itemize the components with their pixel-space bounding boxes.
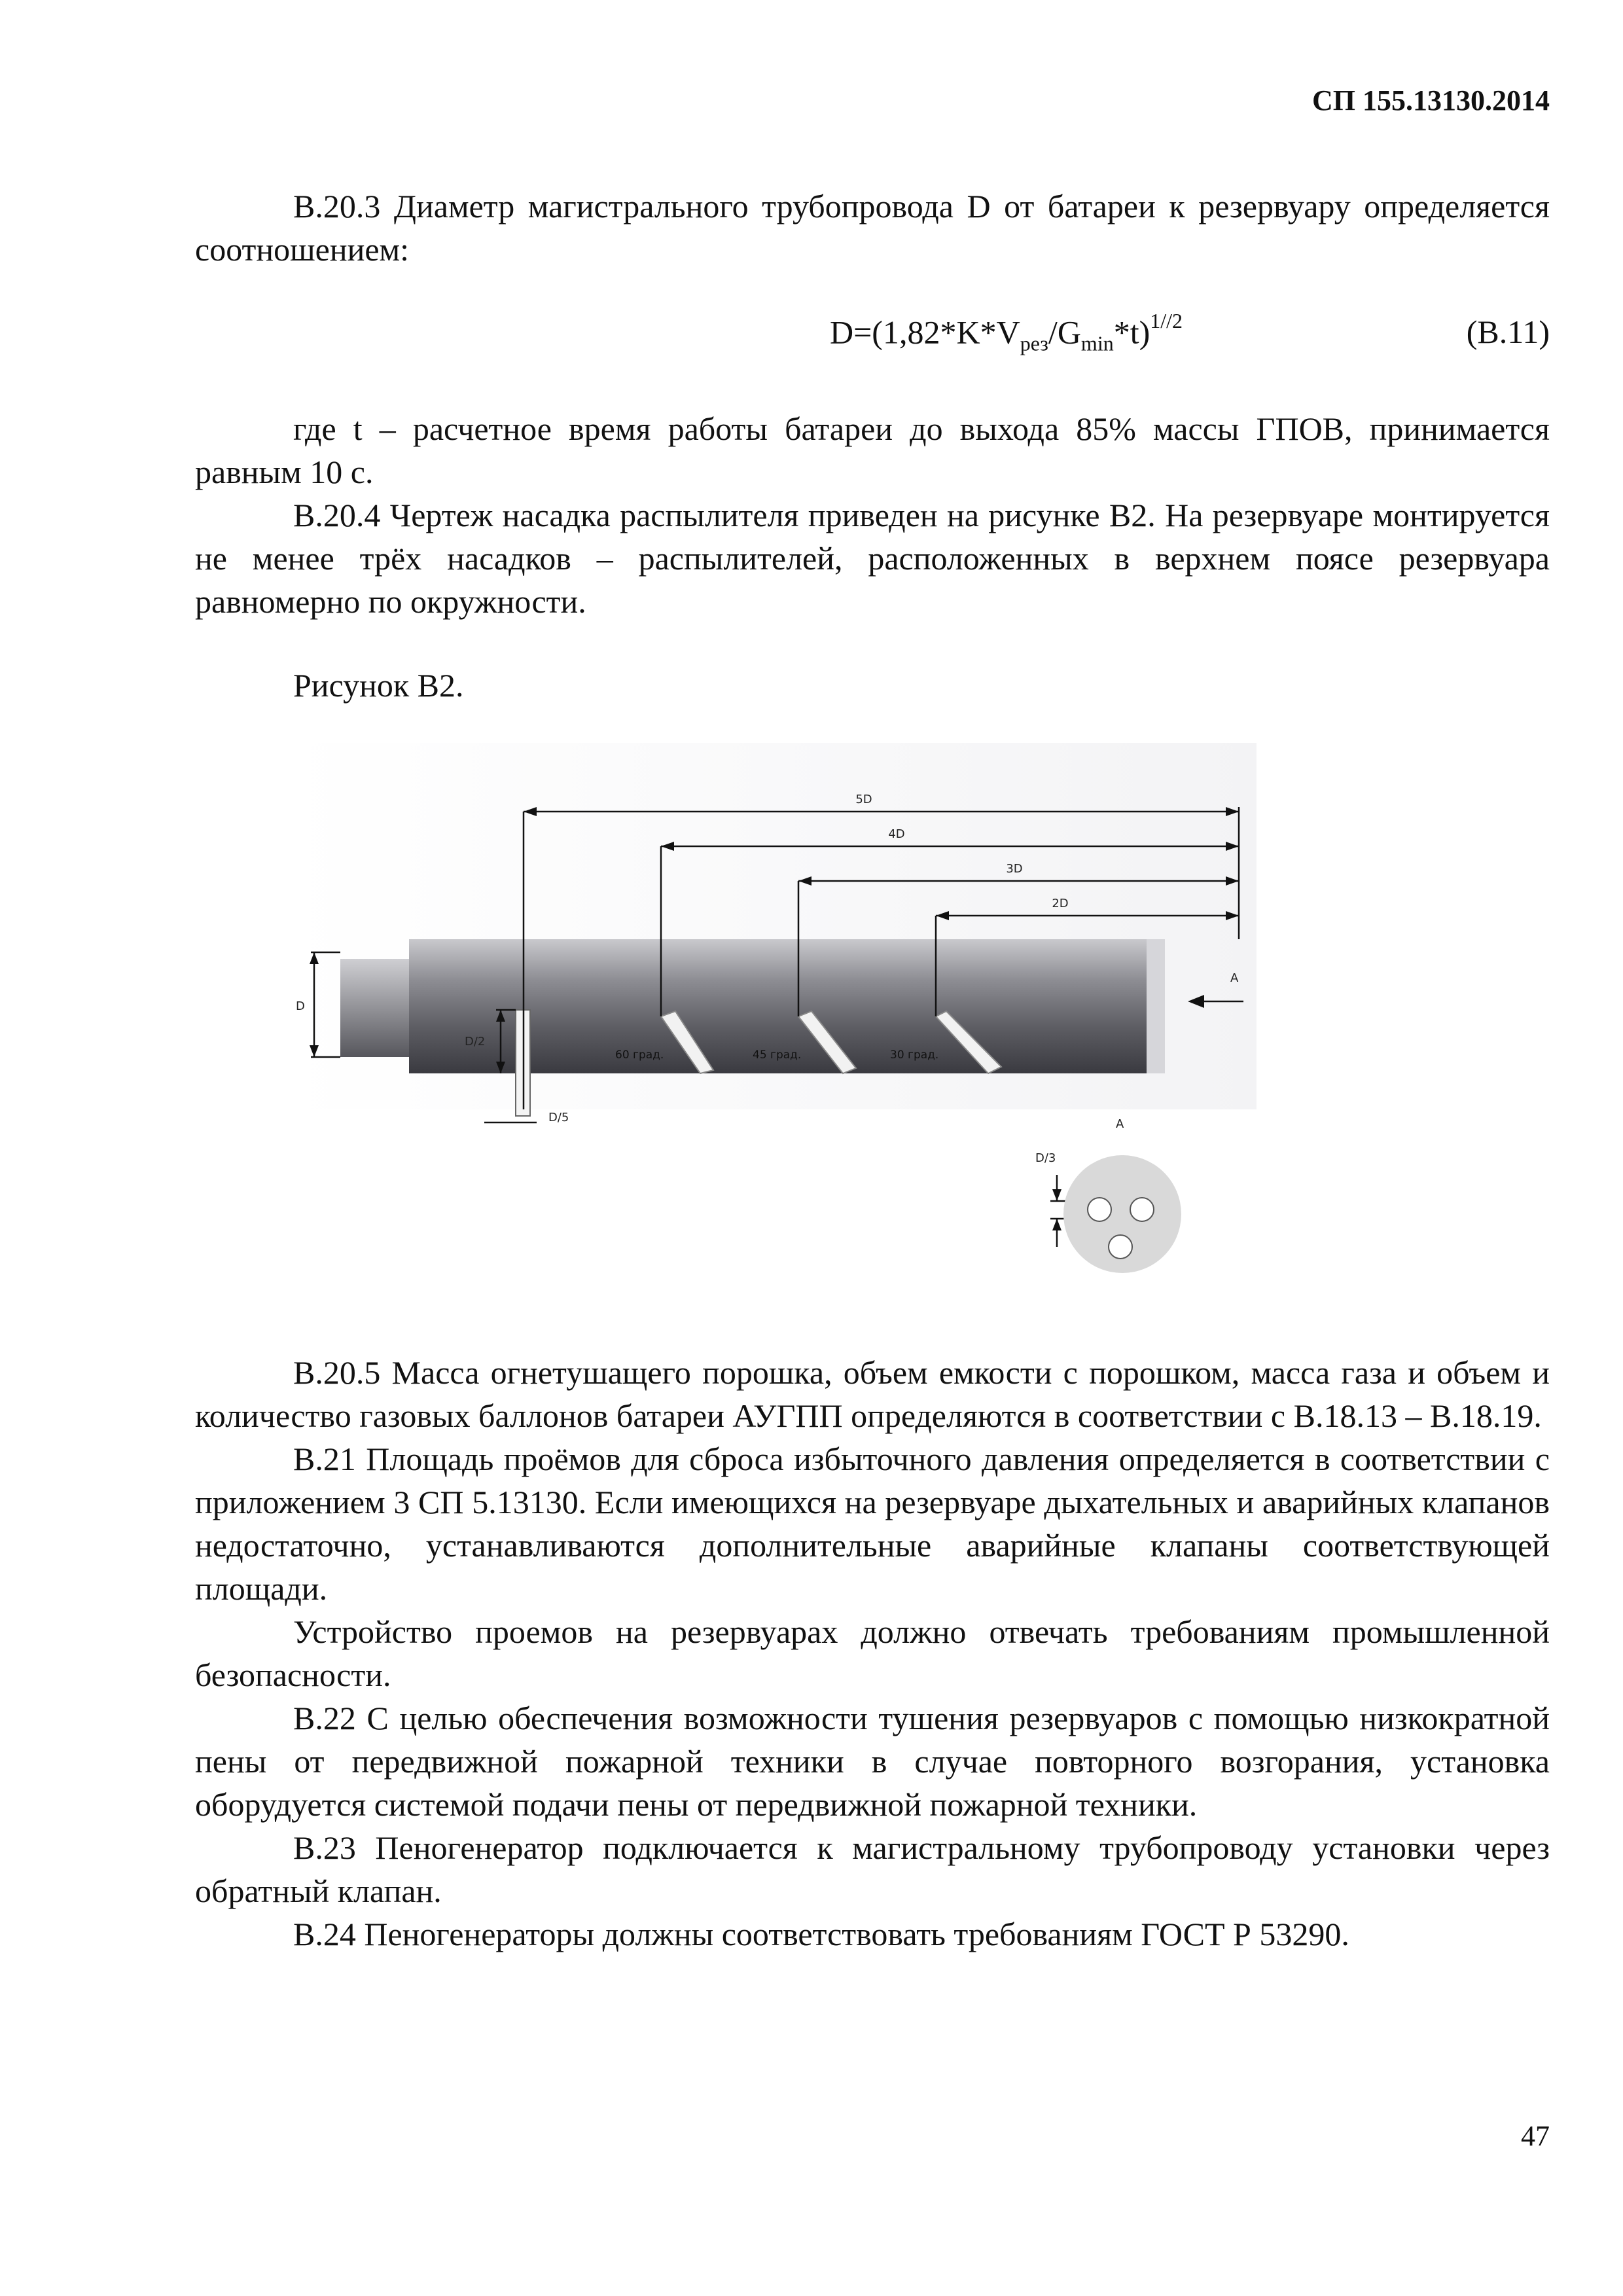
- nozzle-drawing: [288, 743, 1309, 1306]
- paragraph-openings: Устройство проемов на резервуарах должно отвечать требованиям промышленной безопасности.: [195, 1613, 1550, 1693]
- equation-number: (В.11): [1466, 314, 1550, 350]
- angle-label-30: 30 град.: [890, 1049, 939, 1062]
- formula-b11: $D=(1,82*K*V_{рез}/G_{min}*t)^{1//2}$: [830, 309, 1183, 355]
- text-section-a: [195, 407, 1550, 623]
- paragraph-b20-4: В.20.4 Чертеж насадка распылителя приведен на рисунке В2. На резервуаре монтируется не менее трёх насадков – распылителей, расположенных в верхнем поясе резервуара равномерно по окружности.: [195, 497, 1550, 620]
- dim-label-d-fifth: D/5: [548, 1111, 569, 1124]
- paragraph-b21: В.21 Площадь проёмов для сброса избыточного давления определяется в соответствии с приложением 3 СП 5.13130. Если имеющихся на резервуаре дыхательных и аварийных клапанов недостаточно, устанавливаются дополнительные аварийные клапаны соответствующей площади.: [195, 1441, 1550, 1607]
- paragraph-b22: В.22 С целью обеспечения возможности тушения резервуаров с помощью низкократной пены от передвижной пожарной техники в случае повторного возгорания, установка оборудуется системой подачи пены от передвижной пожарной техники.: [195, 1700, 1550, 1823]
- dim-label-3d: 3D: [1006, 862, 1023, 876]
- nozzle-hole: [1130, 1198, 1154, 1221]
- view-label-a: A: [1116, 1117, 1124, 1131]
- paragraph-b23: В.23 Пеногенератор подключается к магистральному трубопроводу установки через обратный клапан.: [195, 1829, 1550, 1909]
- page-number: 47: [1521, 2120, 1550, 2152]
- text-section-b: [195, 1351, 1550, 1956]
- arrow-label-a: A: [1230, 971, 1239, 985]
- document-code-header: СП 155.13130.2014: [1312, 84, 1550, 117]
- dim-label-4d: 4D: [888, 827, 905, 841]
- dim-label-d-third: D/3: [1035, 1151, 1056, 1165]
- pipe-end-stub: [340, 959, 412, 1057]
- formula-line: [195, 309, 1550, 359]
- paragraph-t-definition: где t – расчетное время работы батареи до выхода 85% массы ГПОВ, принимается равным 10 с.: [195, 410, 1550, 490]
- dim-label-2d: 2D: [1052, 897, 1069, 910]
- dim-label-d: D: [296, 999, 305, 1013]
- nozzle-hole: [1109, 1235, 1132, 1259]
- angle-label-45: 45 град.: [753, 1049, 802, 1062]
- dim-label-d-half: D/2: [465, 1035, 486, 1049]
- intro-section: [195, 185, 1550, 271]
- paragraph-b20-3: В.20.3 Диаметр магистрального трубопровода D от батареи к резервуару определяется соотношением:: [195, 188, 1550, 268]
- nozzle-hole: [1088, 1198, 1111, 1221]
- pipe-end-cap: [1147, 939, 1165, 1073]
- paragraph-b24: В.24 Пеногенераторы должны соответствовать требованиям ГОСТ Р 53290.: [293, 1916, 1349, 1952]
- angle-label-60: 60 град.: [615, 1049, 664, 1062]
- paragraph-b20-5: В.20.5 Масса огнетушащего порошка, объем емкости с порошком, масса газа и объем и количество газовых баллонов батареи АУГПП определяются в соответствии с В.18.13 – В.18.19.: [195, 1354, 1550, 1434]
- figure-caption: Рисунок В2.: [293, 667, 464, 704]
- dim-label-5d: 5D: [855, 793, 872, 806]
